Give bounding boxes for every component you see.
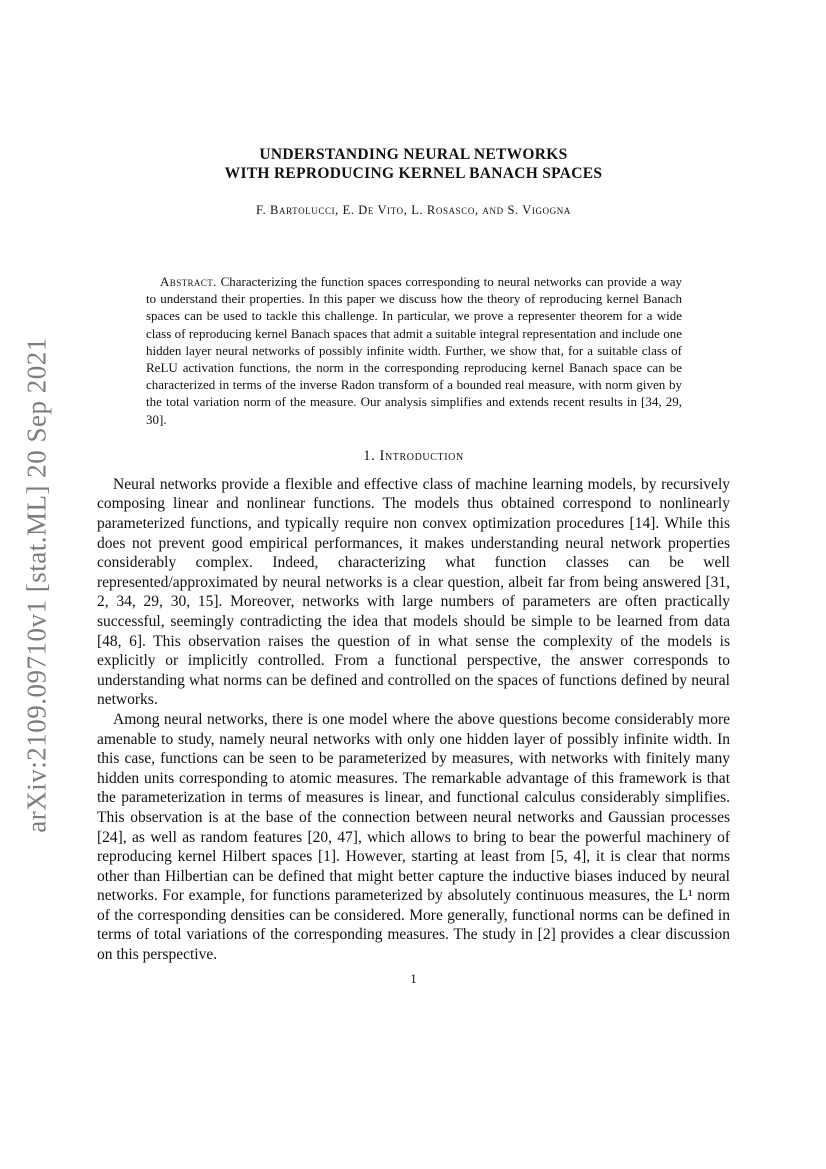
abstract-text: Characterizing the function spaces corresponding to neural networks can provide a way to understand their properties. In this paper we discuss how the theory of reproducing kernel Banach spaces can be used to tackle this challenge. In particular, we prove a representer theorem for a wide class of reproducing kernel Banach spaces that admit a suitable integral representation and include one hidden layer neural networks of possibly infinite width. Further, we show that, for a suitable class of ReLU activation functions, the norm in the corresponding reproducing kernel Banach space can be characterized in terms of the inverse Radon transform of a bounded real measure, with norm given by the total variation norm of the measure. Our analysis simplifies and extends recent results in [34, 29, 30]. [146, 274, 683, 427]
paper-content [97, 140, 730, 987]
paper-title-line2: WITH REPRODUCING KERNEL BANACH SPACES [224, 165, 603, 182]
section-heading-introduction: 1. Introduction [363, 447, 464, 464]
paper-title-line1: UNDERSTANDING NEURAL NETWORKS [259, 146, 568, 163]
intro-paragraph-1: Neural networks provide a flexible and effective class of machine learning models, by recursively composing linear and nonlinear functions. The models thus obtained correspond to nonlinearly parameterized functions, and typically require non convex optimization procedures [14]. While this does not prevent good empirical performances, it makes understanding neural network properties considerably complex. Indeed, characterizing what function classes can be well represented/approximated by neural networks is a clear question, albeit far from being answered [31, 2, 34, 29, 30, 15]. Moreover, networks with large numbers of parameters are often practically successful, seemingly contradicting the idea that models should be simple to be learned from data [48, 6]. This observation raises the question of in what sense the complexity of the models is explicitly or implicitly controlled. From a functional perspective, the answer corresponds to understanding what norms can be defined and controlled on the spaces of functions defined by neural networks. [97, 475, 730, 709]
paper-authors: F. Bartolucci, E. De Vito, L. Rosasco, and S. Vigogna [256, 203, 571, 217]
page-number: 1 [410, 970, 417, 986]
abstract-block [146, 273, 682, 428]
abstract-label: Abstract. [160, 274, 217, 289]
paper-title [97, 140, 730, 183]
arxiv-watermark: arXiv:2109.09710v1 [stat.ML] 20 Sep 2021 [21, 337, 52, 833]
intro-paragraph-2: Among neural networks, there is one model where the above questions become considerably more amenable to study, namely neural networks with only one hidden layer of possibly infinite width. In this case, functions can be seen to be parameterized by measures, with networks with finitely many hidden units corresponding to atomic measures. The remarkable advantage of this framework is that the parameterization in terms of measures is linear, and functional calculus considerably simplifies. This observation is at the base of the connection between neural networks and Gaussian processes [24], as well as random features [20, 47], which allows to bring to bear the powerful machinery of reproducing kernel Hilbert spaces [1]. However, starting at least from [5, 4], it is clear that norms other than Hilbertian can be defined that might better capture the inductive biases induced by neural networks. For example, for functions parameterized by absolutely continuous measures, the L¹ norm of the corresponding densities can be considered. More generally, functional norms can be defined in terms of total variations of the corresponding measures. The study in [2] provides a clear discussion on this perspective. [97, 710, 730, 964]
